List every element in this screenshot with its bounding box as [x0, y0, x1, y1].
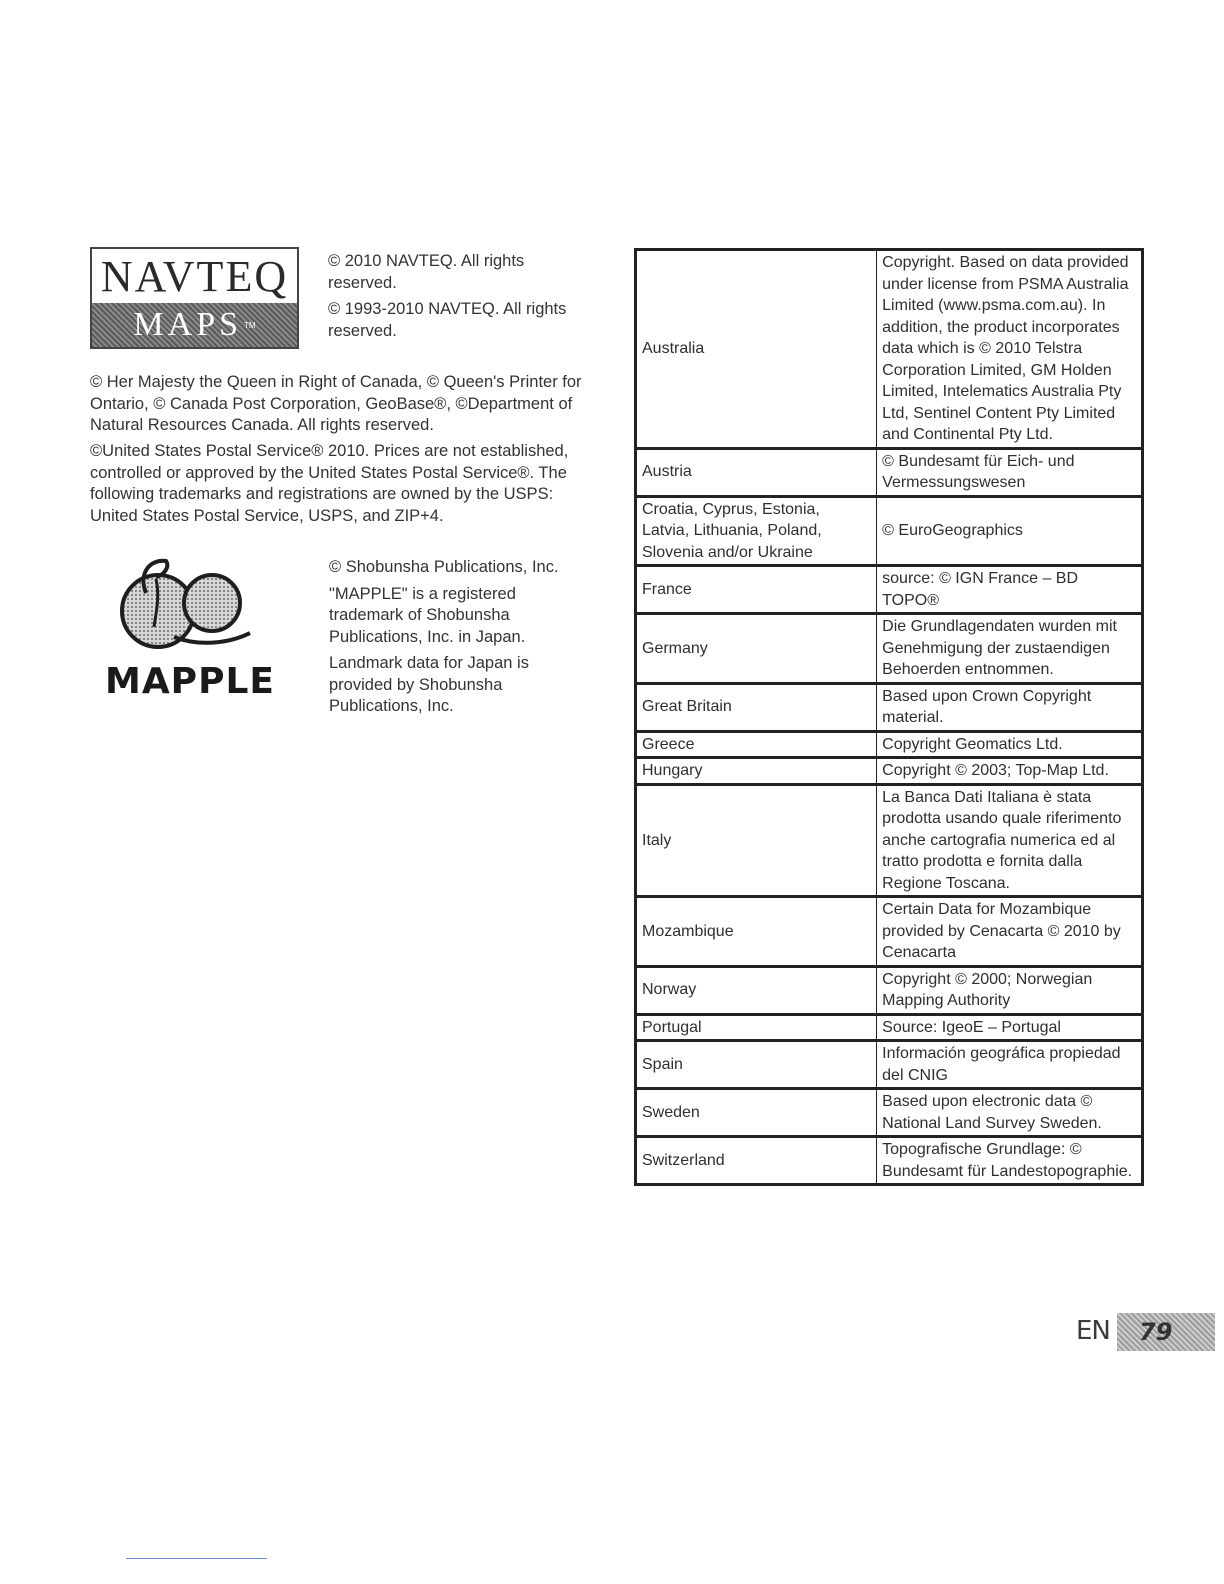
country-cell: Mozambique — [636, 897, 877, 967]
table-row — [636, 448, 1143, 496]
country-cell: Croatia, Cyprus, Estonia, Latvia, Lithuania, Poland, Slovenia and/or Ukraine — [636, 496, 877, 566]
table-row — [636, 1014, 1143, 1041]
copyright-notice-cell: source: © IGN France – BD TOPO® — [877, 566, 1143, 614]
copyright-notice-cell: Copyright. Based on data provided under license from PSMA Australia Limited (www.psma.com.au). In addition, the product incorporates data which is © 2010 Telstra Corporation Limited, GM Holden Limited, Intelematics Australia Pty Ltd, Sentinel Content Pty Limited and Continental Pty Ltd. — [877, 250, 1143, 449]
country-cell: Australia — [636, 250, 877, 449]
table-row — [636, 1041, 1143, 1089]
copyright-notice-cell: Copyright Geomatics Ltd. — [877, 731, 1143, 758]
copyright-notice-cell: Copyright © 2003; Top-Map Ltd. — [877, 758, 1143, 785]
mapple-logo-wordmark: MAPPLE — [105, 661, 275, 702]
navteq-notice — [328, 251, 593, 342]
country-cell: Great Britain — [636, 683, 877, 731]
country-cell: Germany — [636, 614, 877, 684]
table-row — [636, 758, 1143, 785]
table-row — [636, 496, 1143, 566]
mapple-logo — [90, 553, 290, 702]
page-number: 79 — [1139, 1318, 1173, 1346]
mapple-apple-icon — [90, 553, 290, 663]
country-cell: Spain — [636, 1041, 877, 1089]
table-row — [636, 897, 1143, 967]
copyright-notice-cell: Source: IgeoE – Portugal — [877, 1014, 1143, 1041]
country-cell: Greece — [636, 731, 877, 758]
table-row — [636, 1137, 1143, 1185]
page-number-badge — [1117, 1313, 1215, 1351]
copyright-notice-cell: La Banca Dati Italiana è stata prodotta usando quale riferimento anche cartografia numerica ed al tratto prodotta e fornita dalla Regione Toscana. — [877, 784, 1143, 897]
country-cell: Norway — [636, 966, 877, 1014]
navteq-maps-logo — [90, 247, 299, 349]
copyright-notice-cell: Based upon Crown Copyright material. — [877, 683, 1143, 731]
table-row — [636, 614, 1143, 684]
copyright-notice-cell: Certain Data for Mozambique provided by Cenacarta © 2010 by Cenacarta — [877, 897, 1143, 967]
navteq-logo-maps-band — [92, 303, 297, 347]
copyright-notice-cell: Información geográfica propiedad del CNIG — [877, 1041, 1143, 1089]
mapple-notice-3: Landmark data for Japan is provided by Shobunsha Publications, Inc. — [329, 654, 529, 715]
country-cell: France — [636, 566, 877, 614]
navteq-logo-tm: TM — [244, 320, 256, 330]
country-cell: Sweden — [636, 1089, 877, 1137]
country-cell: Italy — [636, 784, 877, 897]
language-label: EN — [1076, 1316, 1110, 1346]
table-row — [636, 966, 1143, 1014]
table-row — [636, 683, 1143, 731]
usps-notice: ©United States Postal Service® 2010. Prices are not established, controlled or approved by the United States Postal Service®. The following trademarks and registrations are owned by the USPS: United States Postal Service, USPS, and ZIP+4. — [90, 442, 569, 525]
country-copyright-table-body — [636, 250, 1143, 1185]
bottom-divider — [126, 1558, 267, 1559]
country-cell: Hungary — [636, 758, 877, 785]
table-row — [636, 784, 1143, 897]
copyright-notice-cell: © EuroGeographics — [877, 496, 1143, 566]
copyright-notice-cell: Die Grundlagendaten wurden mit Genehmigung der zustaendigen Behoerden entnommen. — [877, 614, 1143, 684]
country-copyright-table — [634, 248, 1144, 1186]
navteq-logo-wordmark: NAVTEQ — [100, 251, 289, 301]
mapple-notice-2: "MAPPLE" is a registered trademark of Shobunsha Publications, Inc. in Japan. — [329, 584, 526, 646]
navteq-logo-maps-text: MAPS — [133, 306, 243, 343]
table-row — [636, 731, 1143, 758]
country-cell: Switzerland — [636, 1137, 877, 1185]
navteq-notice-2: © 1993-2010 NAVTEQ. All rights reserved. — [328, 300, 567, 340]
table-row — [636, 250, 1143, 449]
table-row — [636, 1089, 1143, 1137]
copyright-notice-cell: Based upon electronic data © National Land Survey Sweden. — [877, 1089, 1143, 1137]
mapple-notice — [329, 557, 579, 718]
navteq-notice-1: © 2010 NAVTEQ. All rights reserved. — [328, 252, 525, 292]
country-cell: Austria — [636, 448, 877, 496]
copyright-notice-cell: Topografische Grundlage: © Bundesamt für Landestopographie. — [877, 1137, 1143, 1185]
copyright-notice-cell: Copyright © 2000; Norwegian Mapping Authority — [877, 966, 1143, 1014]
mapple-notice-1: © Shobunsha Publications, Inc. — [329, 558, 559, 576]
country-cell: Portugal — [636, 1014, 877, 1041]
table-row — [636, 566, 1143, 614]
copyright-notice-cell: © Bundesamt für Eich- und Vermessungswesen — [877, 448, 1143, 496]
canada-notice: © Her Majesty the Queen in Right of Canada, © Queen's Printer for Ontario, © Canada Post Corporation, GeoBase®, ©Department of Natural Resources Canada. All rights reserved. — [90, 373, 582, 434]
